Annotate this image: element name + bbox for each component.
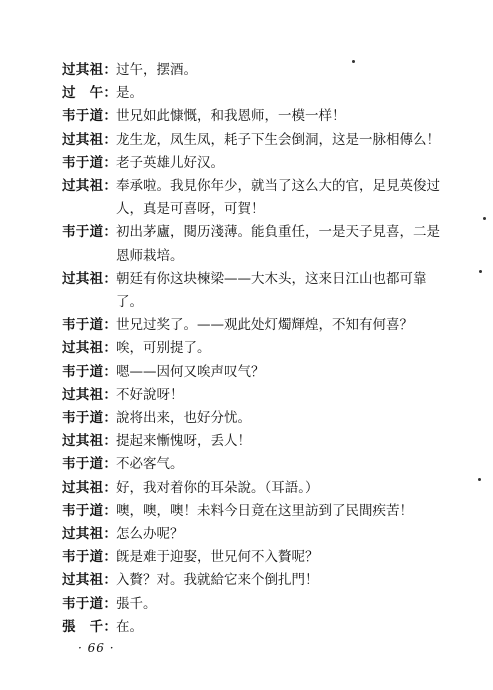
dialogue-line [62, 340, 472, 357]
dialogue-line [62, 549, 472, 566]
dialogue-line [62, 108, 472, 125]
speaker-name: 張 千： [62, 618, 118, 635]
speaker-name: 韦于道： [62, 108, 118, 125]
speaker-name: 过其祖： [62, 178, 118, 194]
dialogue-text: 在。 [116, 618, 143, 635]
dialogue-line [62, 132, 472, 149]
dialogue-text: 初出茅廬，閱历淺薄。能負重任，一是天子見喜，二是 [116, 224, 440, 241]
dialogue-continuation: 人，真是可喜呀，可賀！ [116, 201, 265, 218]
speck [483, 217, 486, 220]
dialogue-line [62, 224, 472, 241]
speaker-name: 韦于道： [62, 595, 118, 612]
dialogue-text: 好，我对着你的耳朵說。（耳語。） [116, 479, 319, 496]
speaker-name: 韦于道： [62, 224, 118, 241]
dialogue-text: 朝廷有你这块楝梁——大木头，这来日江山也都可靠 [116, 270, 427, 287]
speaker-name: 韦于道： [62, 363, 118, 380]
dialogue-text: 世兄如此慷慨，和我恩师，一模一样！ [116, 108, 346, 125]
speaker-name: 过其祖： [62, 270, 118, 287]
dialogue-line [62, 596, 472, 613]
speaker-name: 韦于道： [62, 456, 118, 473]
dialogue-text: 怎么办呢？ [116, 526, 184, 542]
dialogue-line [62, 364, 472, 381]
dialogue-text: 說将出来，也好分忧。 [116, 410, 251, 426]
dialogue-line [62, 572, 472, 589]
dialogue-continuation: 了。 [116, 294, 143, 310]
dialogue-text: 是。 [116, 85, 143, 102]
speaker-name: 过其祖： [62, 131, 118, 148]
dialogue-text: 不必客气。 [116, 456, 184, 473]
dialogue-text: 旣是难于迎娶，世兄何不入贅呢？ [116, 549, 319, 566]
dialogue-line [62, 85, 472, 102]
speaker-name: 过其祖： [62, 386, 118, 403]
dialogue-line [62, 317, 472, 334]
dialogue-text: 龙生龙，凤生凤，耗子下生会倒洞，这是一脉相傳么！ [116, 131, 440, 148]
dialogue-text: 入贅？对。我就給它来个倒扎門！ [116, 572, 319, 589]
dialogue-text: 过午，摆酒。 [116, 62, 197, 78]
dialogue-line [62, 387, 472, 404]
dialogue-text: 世兄过奖了。——观此处灯燭輝煌，不知有何喜？ [116, 317, 413, 334]
dialogue-text: 不好說呀！ [116, 386, 184, 403]
dialogue-text: 提起来慚愧呀，丢人！ [116, 433, 251, 450]
speaker-name: 过其祖： [62, 479, 118, 496]
dialogue-line [62, 456, 472, 473]
dialogue-continuation: 恩师栽培。 [116, 247, 184, 264]
speaker-name: 过其祖： [62, 526, 118, 542]
speaker-name: 过其祖： [62, 62, 118, 78]
speaker-name: 韦于道： [62, 502, 118, 519]
dialogue-text: 老子英雄儿好汉。 [116, 154, 224, 171]
dialogue-text: 噢，噢，噢！未料今日竟在这里訪到了民間疾苦！ [116, 502, 413, 519]
speaker-name: 过其祖： [62, 433, 118, 450]
dialogue-line [62, 410, 472, 427]
dialogue-text: 奉承啦。我見你年少，就当了这么大的官，足見英俊过 [116, 178, 440, 194]
dialogue-line [62, 178, 472, 195]
speaker-name: 过其祖： [62, 572, 118, 589]
speaker-name: 韦于道： [62, 549, 118, 566]
speck [479, 270, 482, 273]
dialogue-line [62, 480, 472, 497]
speaker-name: 韦于道： [62, 154, 118, 171]
speaker-name: 过 午： [62, 85, 118, 102]
page-number: · 66 · [78, 641, 115, 655]
dialogue-line [62, 271, 472, 288]
dialogue-line [62, 433, 472, 450]
dialogue-line [62, 503, 472, 520]
speaker-name: 过其祖： [62, 340, 118, 357]
dialogue-line [62, 619, 472, 636]
speaker-name: 韦于道： [62, 317, 118, 334]
speck [478, 478, 481, 481]
speck [352, 60, 355, 63]
dialogue-line [62, 62, 472, 79]
dialogue-line [62, 155, 472, 172]
dialogue-line [62, 526, 472, 543]
dialogue-text: 張千。 [116, 595, 157, 612]
dialogue-text: 嗯——因何又唉声叹气？ [116, 363, 265, 380]
speaker-name: 韦于道： [62, 410, 118, 426]
dialogue-text: 唉，可别提了。 [116, 340, 211, 357]
